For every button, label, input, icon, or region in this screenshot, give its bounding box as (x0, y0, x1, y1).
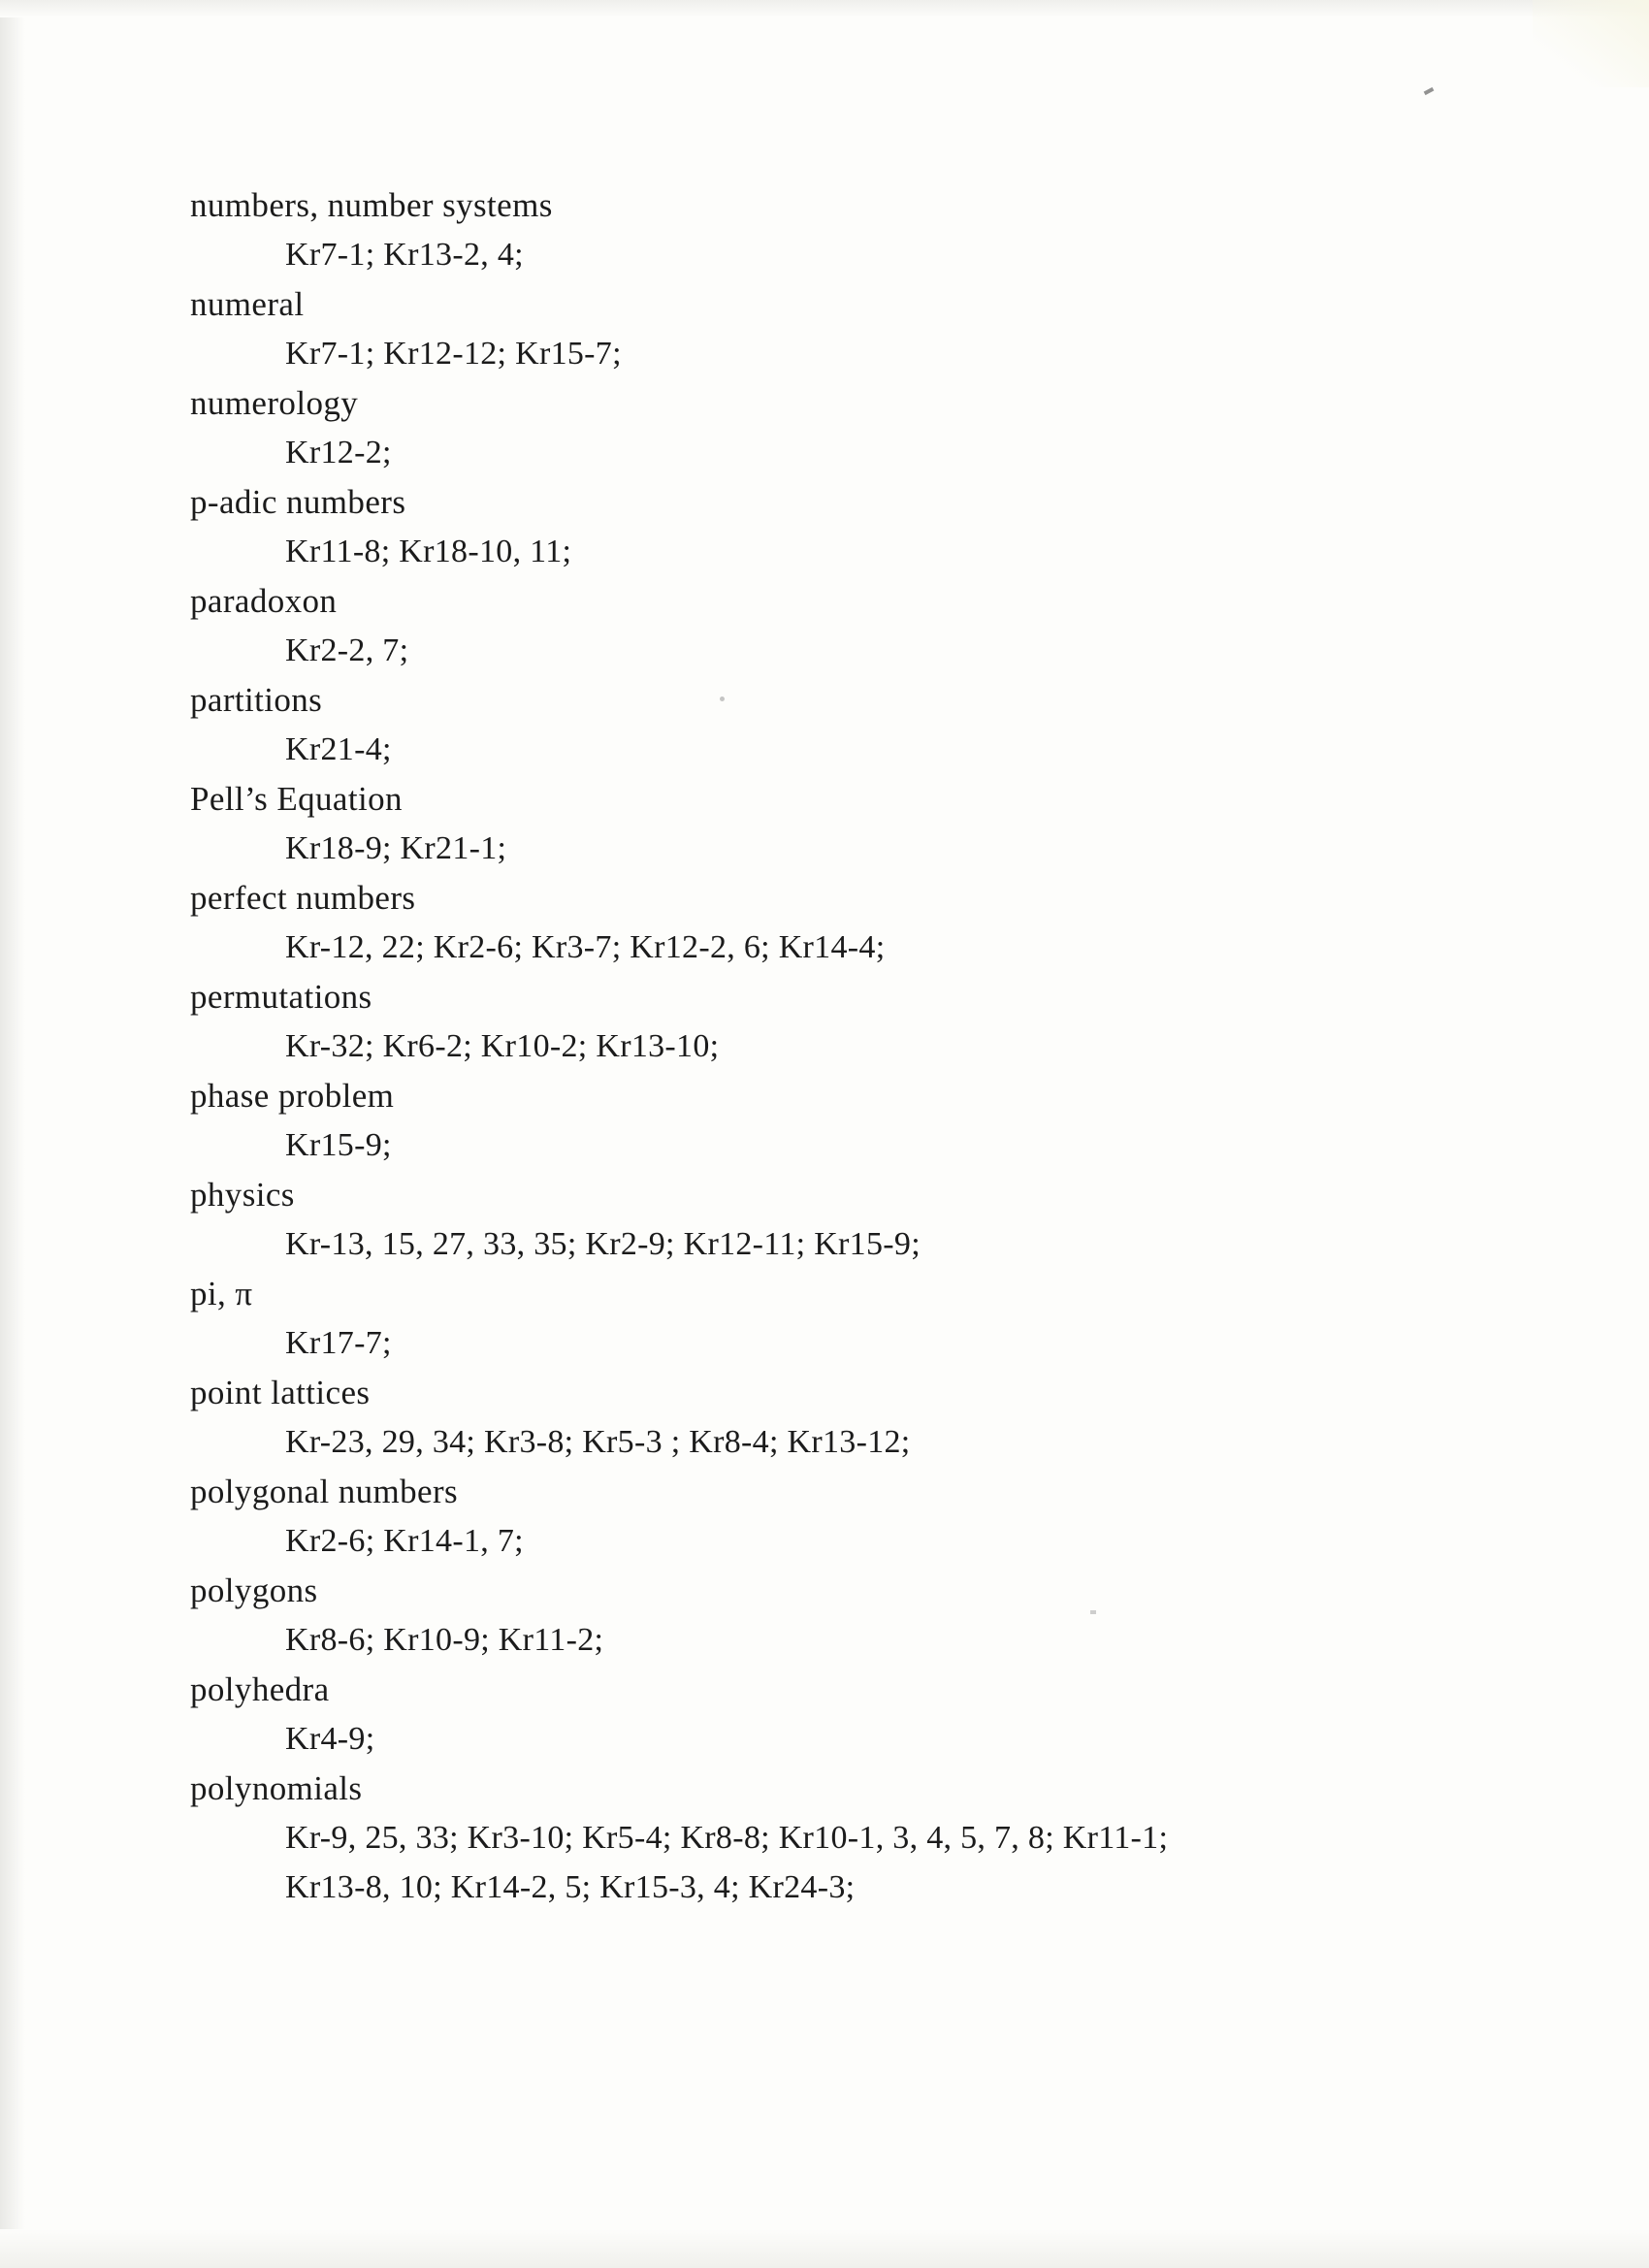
index-entry-references: Kr2-2, 7; (285, 632, 409, 668)
index-entry-term: phase problem (190, 1077, 395, 1115)
index-entry-term: permutations (190, 978, 372, 1016)
index-entry-list (190, 180, 1509, 1912)
index-entry-references: Kr-32; Kr6-2; Kr10-2; Kr13-10; (285, 1028, 720, 1064)
index-entry-term: pi, π (190, 1275, 253, 1312)
index-entry-references: Kr17-7; (285, 1325, 392, 1361)
index-entry (190, 1566, 1509, 1665)
index-entry-references: Kr2-6; Kr14-1, 7; (285, 1523, 524, 1559)
index-entry (190, 1170, 1509, 1269)
index-entry-term: paradoxon (190, 582, 338, 620)
index-entry (190, 378, 1509, 477)
index-entry-term: physics (190, 1176, 295, 1214)
index-entry (190, 1269, 1509, 1368)
index-entry (190, 1071, 1509, 1170)
index-entry (190, 774, 1509, 873)
index-entry-term: polygons (190, 1571, 318, 1609)
index-entry (190, 1764, 1509, 1912)
index-entry (190, 873, 1509, 972)
index-entry-term: p-adic numbers (190, 483, 406, 521)
index-entry-references: Kr-9, 25, 33; Kr3-10; Kr5-4; Kr8-8; Kr10-1, 3, 4, 5, 7, 8; Kr11-1; (285, 1820, 1169, 1856)
index-entry-references: Kr4-9; (285, 1721, 375, 1757)
index-entry-references: Kr-13, 15, 27, 33, 35; Kr2-9; Kr12-11; Kr15-9; (285, 1226, 921, 1262)
index-entry-references: Kr12-2; (285, 435, 392, 470)
index-entry-references: Kr13-8, 10; Kr14-2, 5; Kr15-3, 4; Kr24-3; (285, 1869, 856, 1905)
index-entry (190, 1368, 1509, 1467)
index-entry-term: polyhedra (190, 1670, 330, 1708)
index-entry-references: Kr8-6; Kr10-9; Kr11-2; (285, 1622, 604, 1658)
index-entry (190, 477, 1509, 576)
index-entry (190, 972, 1509, 1071)
index-entry-references: Kr-23, 29, 34; Kr3-8; Kr5-3 ; Kr8-4; Kr13-12; (285, 1424, 911, 1460)
index-entry-term: polynomials (190, 1769, 363, 1807)
scan-artifact-speck (1424, 87, 1435, 95)
index-entry-references: Kr15-9; (285, 1127, 392, 1163)
index-entry-term: numeral (190, 285, 305, 323)
index-entry (190, 1665, 1509, 1764)
index-entry-references: Kr-12, 22; Kr2-6; Kr3-7; Kr12-2, 6; Kr14-4; (285, 929, 886, 965)
index-entry (190, 576, 1509, 675)
index-entry-term: numbers, number systems (190, 186, 553, 224)
index-entry-term: point lattices (190, 1374, 371, 1411)
index-entry-term: polygonal numbers (190, 1473, 459, 1510)
page-edge-shadow-bottom (0, 2229, 1649, 2268)
index-entry-references: Kr7-1; Kr13-2, 4; (285, 237, 524, 273)
index-entry-references: Kr7-1; Kr12-12; Kr15-7; (285, 336, 622, 372)
index-entry-term: numerology (190, 384, 359, 422)
index-entry (190, 1467, 1509, 1566)
index-entry-references: Kr18-9; Kr21-1; (285, 830, 507, 866)
index-entry-term: Pell’s Equation (190, 780, 403, 818)
page-corner-tint (1533, 0, 1649, 87)
index-entry (190, 675, 1509, 774)
index-entry-term: partitions (190, 681, 323, 719)
index-entry-references: Kr11-8; Kr18-10, 11; (285, 534, 572, 569)
page-edge-shadow-top (0, 0, 1649, 17)
index-entry-references: Kr21-4; (285, 731, 392, 767)
index-entry-term: perfect numbers (190, 879, 416, 917)
index-entry (190, 180, 1509, 279)
page-edge-shadow-left (0, 0, 25, 2268)
index-entry (190, 279, 1509, 378)
